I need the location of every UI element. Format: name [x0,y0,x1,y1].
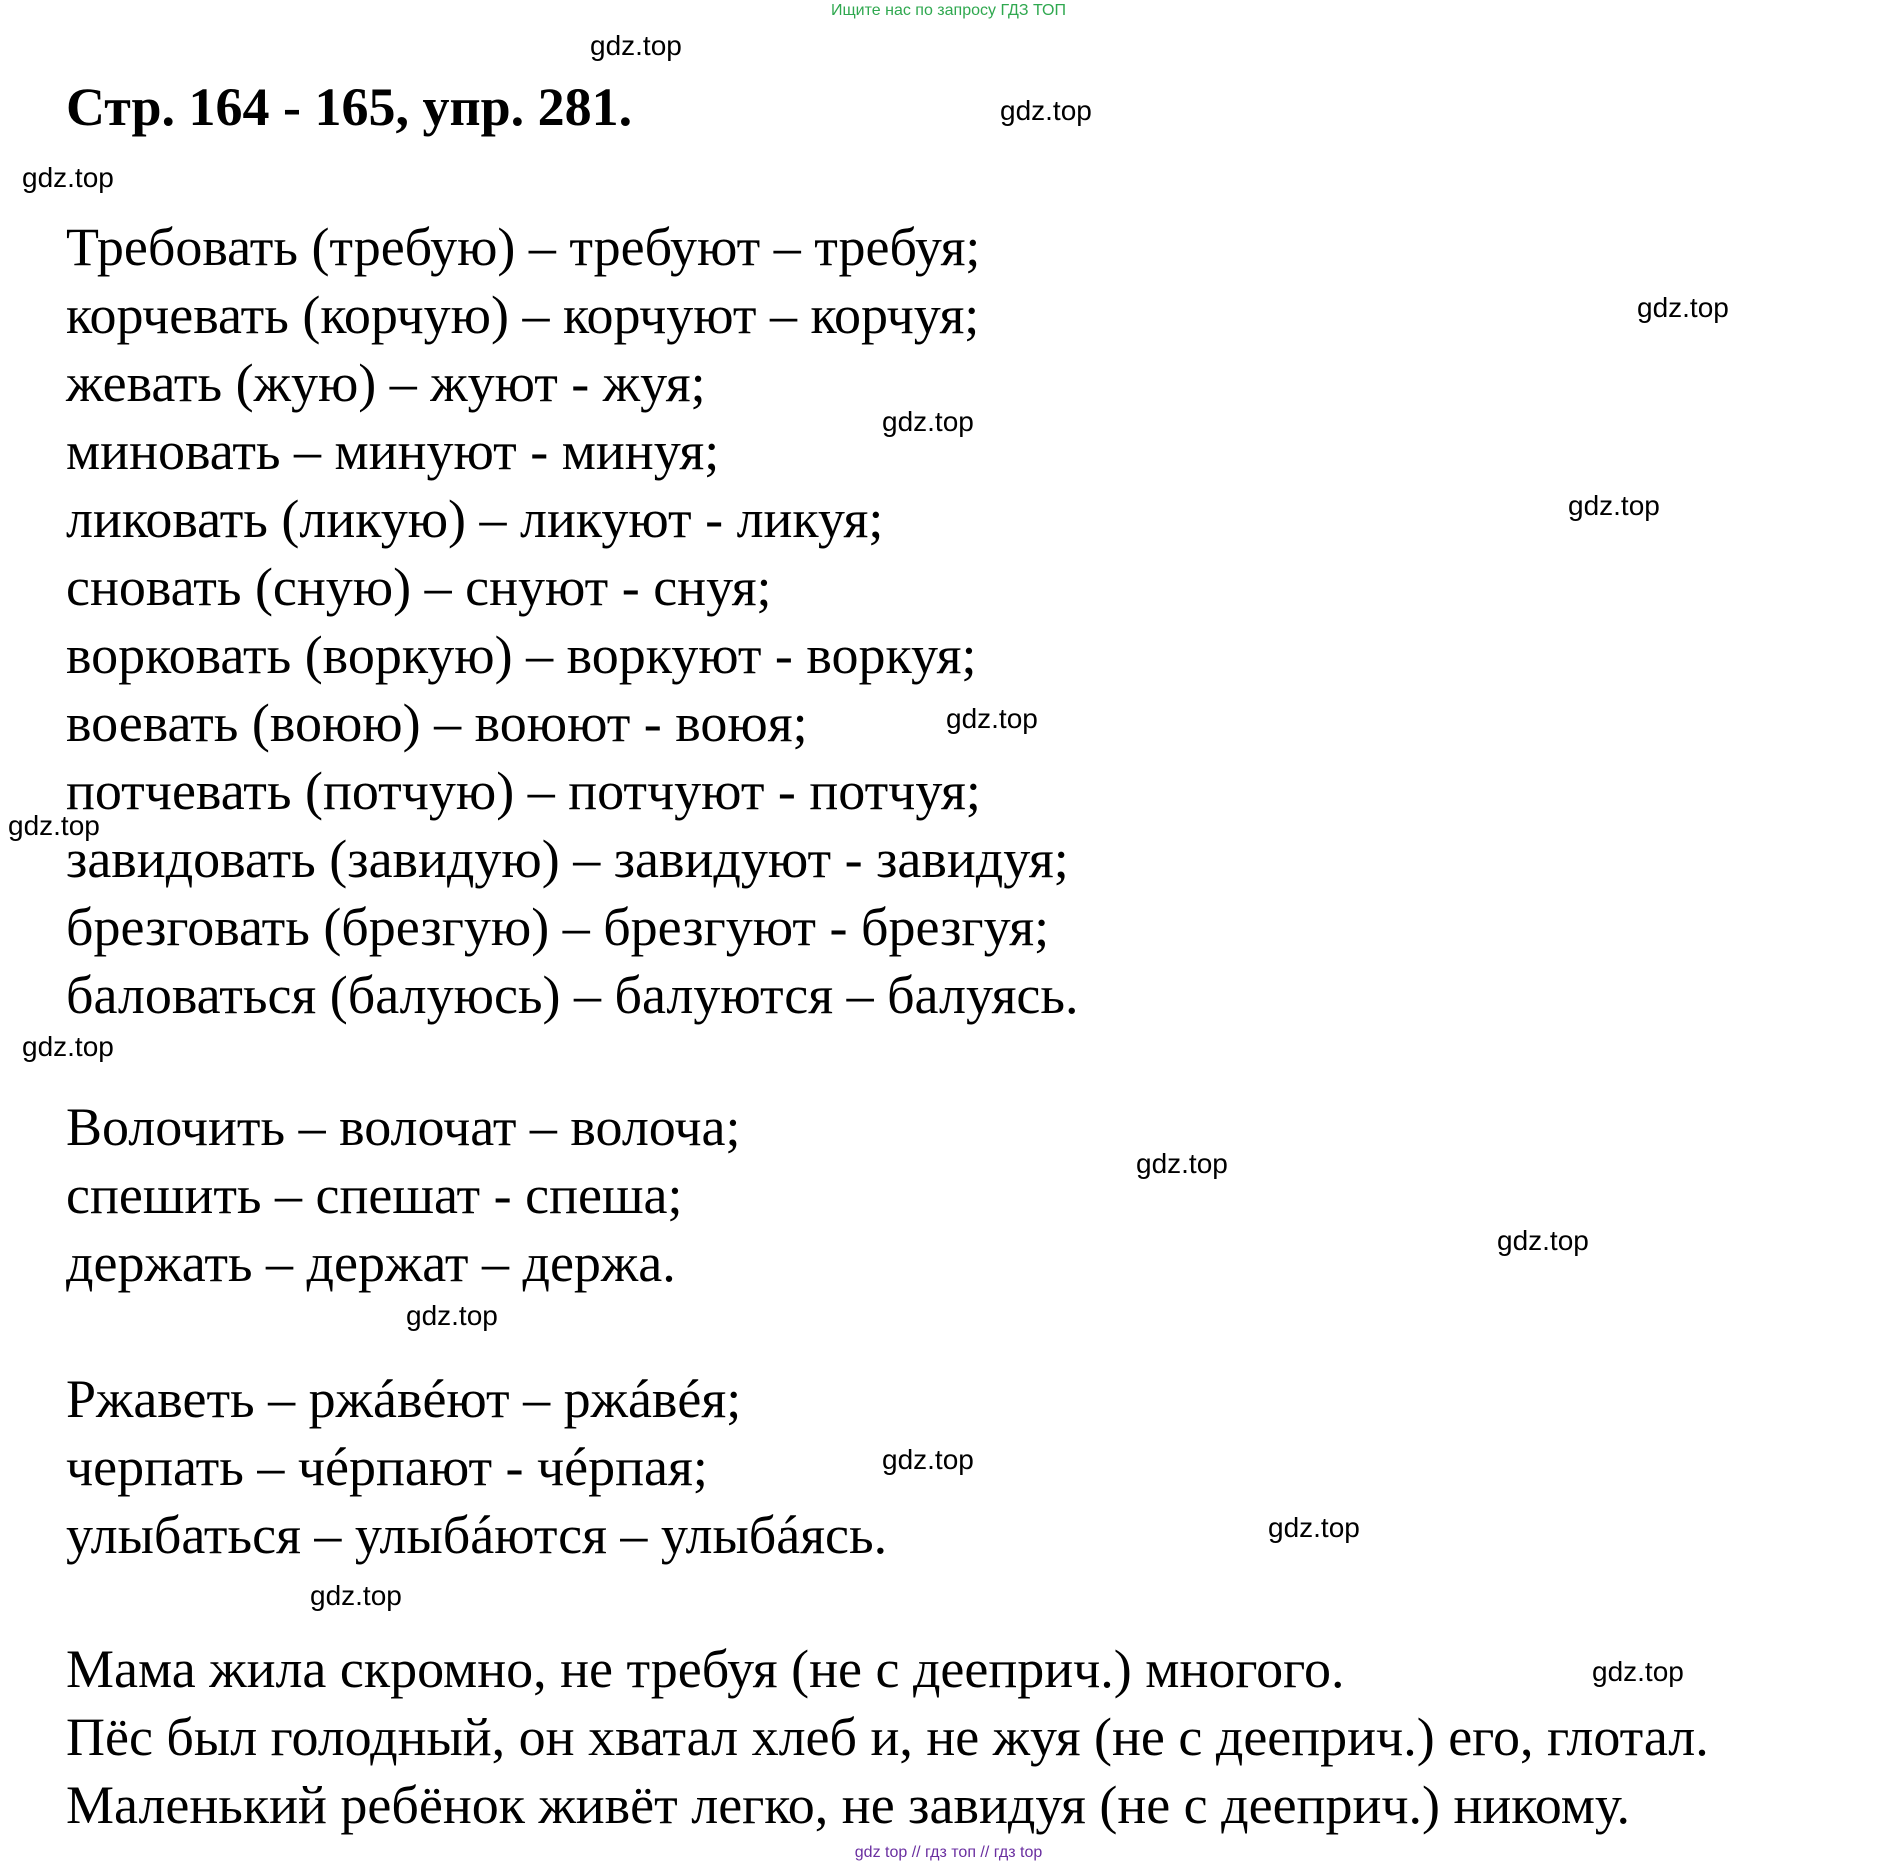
text-line: Пёс был голодный, он хватал хлеб и, не жуя (не с дееприч.) его, глотал. [66,1707,1709,1767]
footer: gdz top // гдз топ // гдз top [854,1844,1043,1861]
watermark: gdz.top [22,162,114,193]
watermark: gdz.top [1136,1148,1228,1179]
text-line: жевать (жую) – жуют - жуя; [66,353,706,413]
watermark: gdz.top [1637,292,1729,323]
text-line: ворковать (воркую) – воркуют - воркуя; [66,625,977,685]
watermark: gdz.top [8,810,100,841]
watermark: gdz.top [310,1580,402,1611]
text-line: черпать – чéрпают - чéрпая; [66,1437,708,1497]
text-line: сновать (сную) – снуют - снуя; [66,557,772,617]
page-title: Стр. 164 - 165, упр. 281. [66,77,633,137]
watermark: gdz.top [1592,1656,1684,1687]
top-note: Ищите нас по запросу ГДЗ ТОП [831,2,1066,19]
text-line: потчевать (потчую) – потчуют - потчуя; [66,761,981,821]
text-line: ликовать (ликую) – ликуют - ликуя; [66,489,884,549]
watermark: gdz.top [590,30,682,61]
text-line: корчевать (корчую) – корчуют – корчуя; [66,285,980,345]
text-line: улыбаться – улыбáются – улыбáясь. [66,1505,888,1565]
watermark: gdz.top [882,406,974,437]
text-line: воевать (воюю) – воюют - воюя; [66,693,808,753]
text-line: завидовать (завидую) – завидуют - завидуя; [66,829,1069,889]
watermark: gdz.top [1497,1225,1589,1256]
text-line: держать – держат – держа. [66,1233,676,1293]
text-line: брезговать (брезгую) – брезгуют - брезгуя; [66,897,1050,957]
text-line: спешить – спешат - спеша; [66,1165,683,1225]
watermark: gdz.top [1268,1512,1360,1543]
text-line: Мама жила скромно, не требуя (не с дееприч.) многого. [66,1639,1345,1699]
text-line: Требовать (требую) – требуют – требуя; [66,217,981,277]
watermark: gdz.top [406,1300,498,1331]
watermark: gdz.top [22,1031,114,1062]
text-line: Волочить – волочат – волоча; [66,1097,741,1157]
text-line: Маленький ребёнок живёт легко, не завидуя (не с дееприч.) никому. [66,1775,1631,1835]
watermark: gdz.top [882,1444,974,1475]
text-line: Ржаветь – ржáвéют – ржáвéя; [66,1369,742,1429]
text-line: миновать – минуют - минуя; [66,421,720,481]
watermark: gdz.top [1568,490,1660,521]
watermark: gdz.top [1000,95,1092,126]
text-line: баловаться (балуюсь) – балуются – балуясь. [66,965,1079,1025]
watermark: gdz.top [946,703,1038,734]
